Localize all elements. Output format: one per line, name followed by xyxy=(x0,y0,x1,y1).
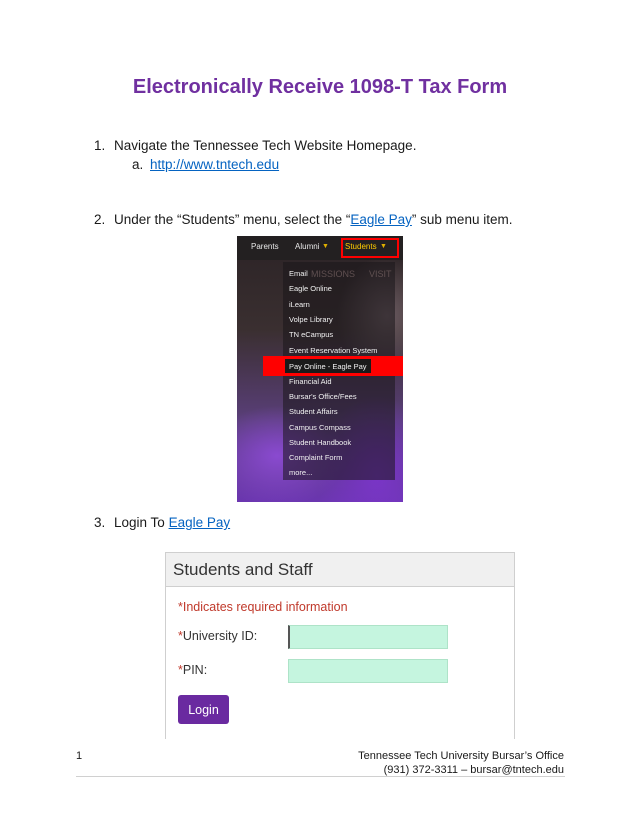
students-highlight-box xyxy=(341,238,399,258)
university-id-input[interactable] xyxy=(288,625,448,649)
ghost-admissions-text: MISSIONS xyxy=(311,269,356,279)
step-number: 1. xyxy=(94,138,106,153)
menu-item-campus-compass: Campus Compass xyxy=(289,423,351,432)
menu-item-event-reservation: Event Reservation System xyxy=(289,346,378,355)
menu-item-student-handbook: Student Handbook xyxy=(289,438,352,447)
menu-item-student-affairs: Student Affairs xyxy=(289,407,338,416)
substep-letter: a. xyxy=(132,157,144,172)
menu-item-bursars-office: Bursar's Office/Fees xyxy=(289,392,357,401)
students-menu-screenshot xyxy=(237,236,403,502)
step-2 xyxy=(94,212,512,227)
menu-item-more: more... xyxy=(289,468,313,477)
step-text-pre: Login To xyxy=(114,515,169,530)
footer-contact: (931) 372-3311 – bursar@tntech.edu xyxy=(383,764,564,776)
menu-item-tn-ecampus: TN eCampus xyxy=(289,330,334,339)
step-1 xyxy=(94,138,416,153)
eagle-pay-link[interactable]: Eagle Pay xyxy=(350,212,412,227)
menu-item-pay-online-eagle-pay: Pay Online - Eagle Pay xyxy=(289,362,367,371)
footer-divider xyxy=(76,776,565,777)
university-id-label-text: University ID: xyxy=(182,629,258,643)
step-3 xyxy=(94,515,230,530)
required-star: * xyxy=(178,663,183,677)
step-number: 3. xyxy=(94,515,106,530)
login-panel-heading: Students and Staff xyxy=(166,553,514,587)
menu-item-eagle-online: Eagle Online xyxy=(289,284,332,293)
page-number: 1 xyxy=(76,750,83,762)
menu-item-ilearn: iLearn xyxy=(289,300,310,309)
ghost-visit-text: VISIT xyxy=(369,269,392,279)
pin-label-text: PIN: xyxy=(182,663,208,677)
pin-input[interactable] xyxy=(288,659,448,683)
students-dropdown-icon: ▼ xyxy=(380,243,387,250)
step-text-pre: Under the “Students” menu, select the “ xyxy=(114,212,351,227)
nav-parents: Parents xyxy=(251,242,279,251)
university-id-label xyxy=(178,629,257,643)
menu-item-financial-aid: Financial Aid xyxy=(289,377,332,386)
document-title: Electronically Receive 1098-T Tax Form xyxy=(132,76,508,98)
step-text: Navigate the Tennessee Tech Website Homepage. xyxy=(114,138,417,153)
step-text-post: ” sub menu item. xyxy=(411,212,513,227)
menu-item-complaint-form: Complaint Form xyxy=(289,453,343,462)
footer-office: Tennessee Tech University Bursar’s Office xyxy=(358,750,564,762)
pin-label xyxy=(178,663,207,677)
required-info-note: *Indicates required information xyxy=(178,600,348,614)
eagle-pay-login-link[interactable]: Eagle Pay xyxy=(168,515,231,530)
required-star: * xyxy=(178,629,183,643)
login-panel xyxy=(165,552,515,739)
step-number: 2. xyxy=(94,212,106,227)
nav-students: Students xyxy=(345,242,377,251)
login-button[interactable]: Login xyxy=(178,695,229,724)
menu-item-email: Email xyxy=(289,269,308,278)
menu-item-volpe-library: Volpe Library xyxy=(289,315,333,324)
step-1a xyxy=(132,157,279,172)
tntech-homepage-link[interactable]: http://www.tntech.edu xyxy=(150,157,280,172)
nav-alumni: Alumni xyxy=(295,242,320,251)
alumni-dropdown-icon: ▼ xyxy=(322,243,329,250)
